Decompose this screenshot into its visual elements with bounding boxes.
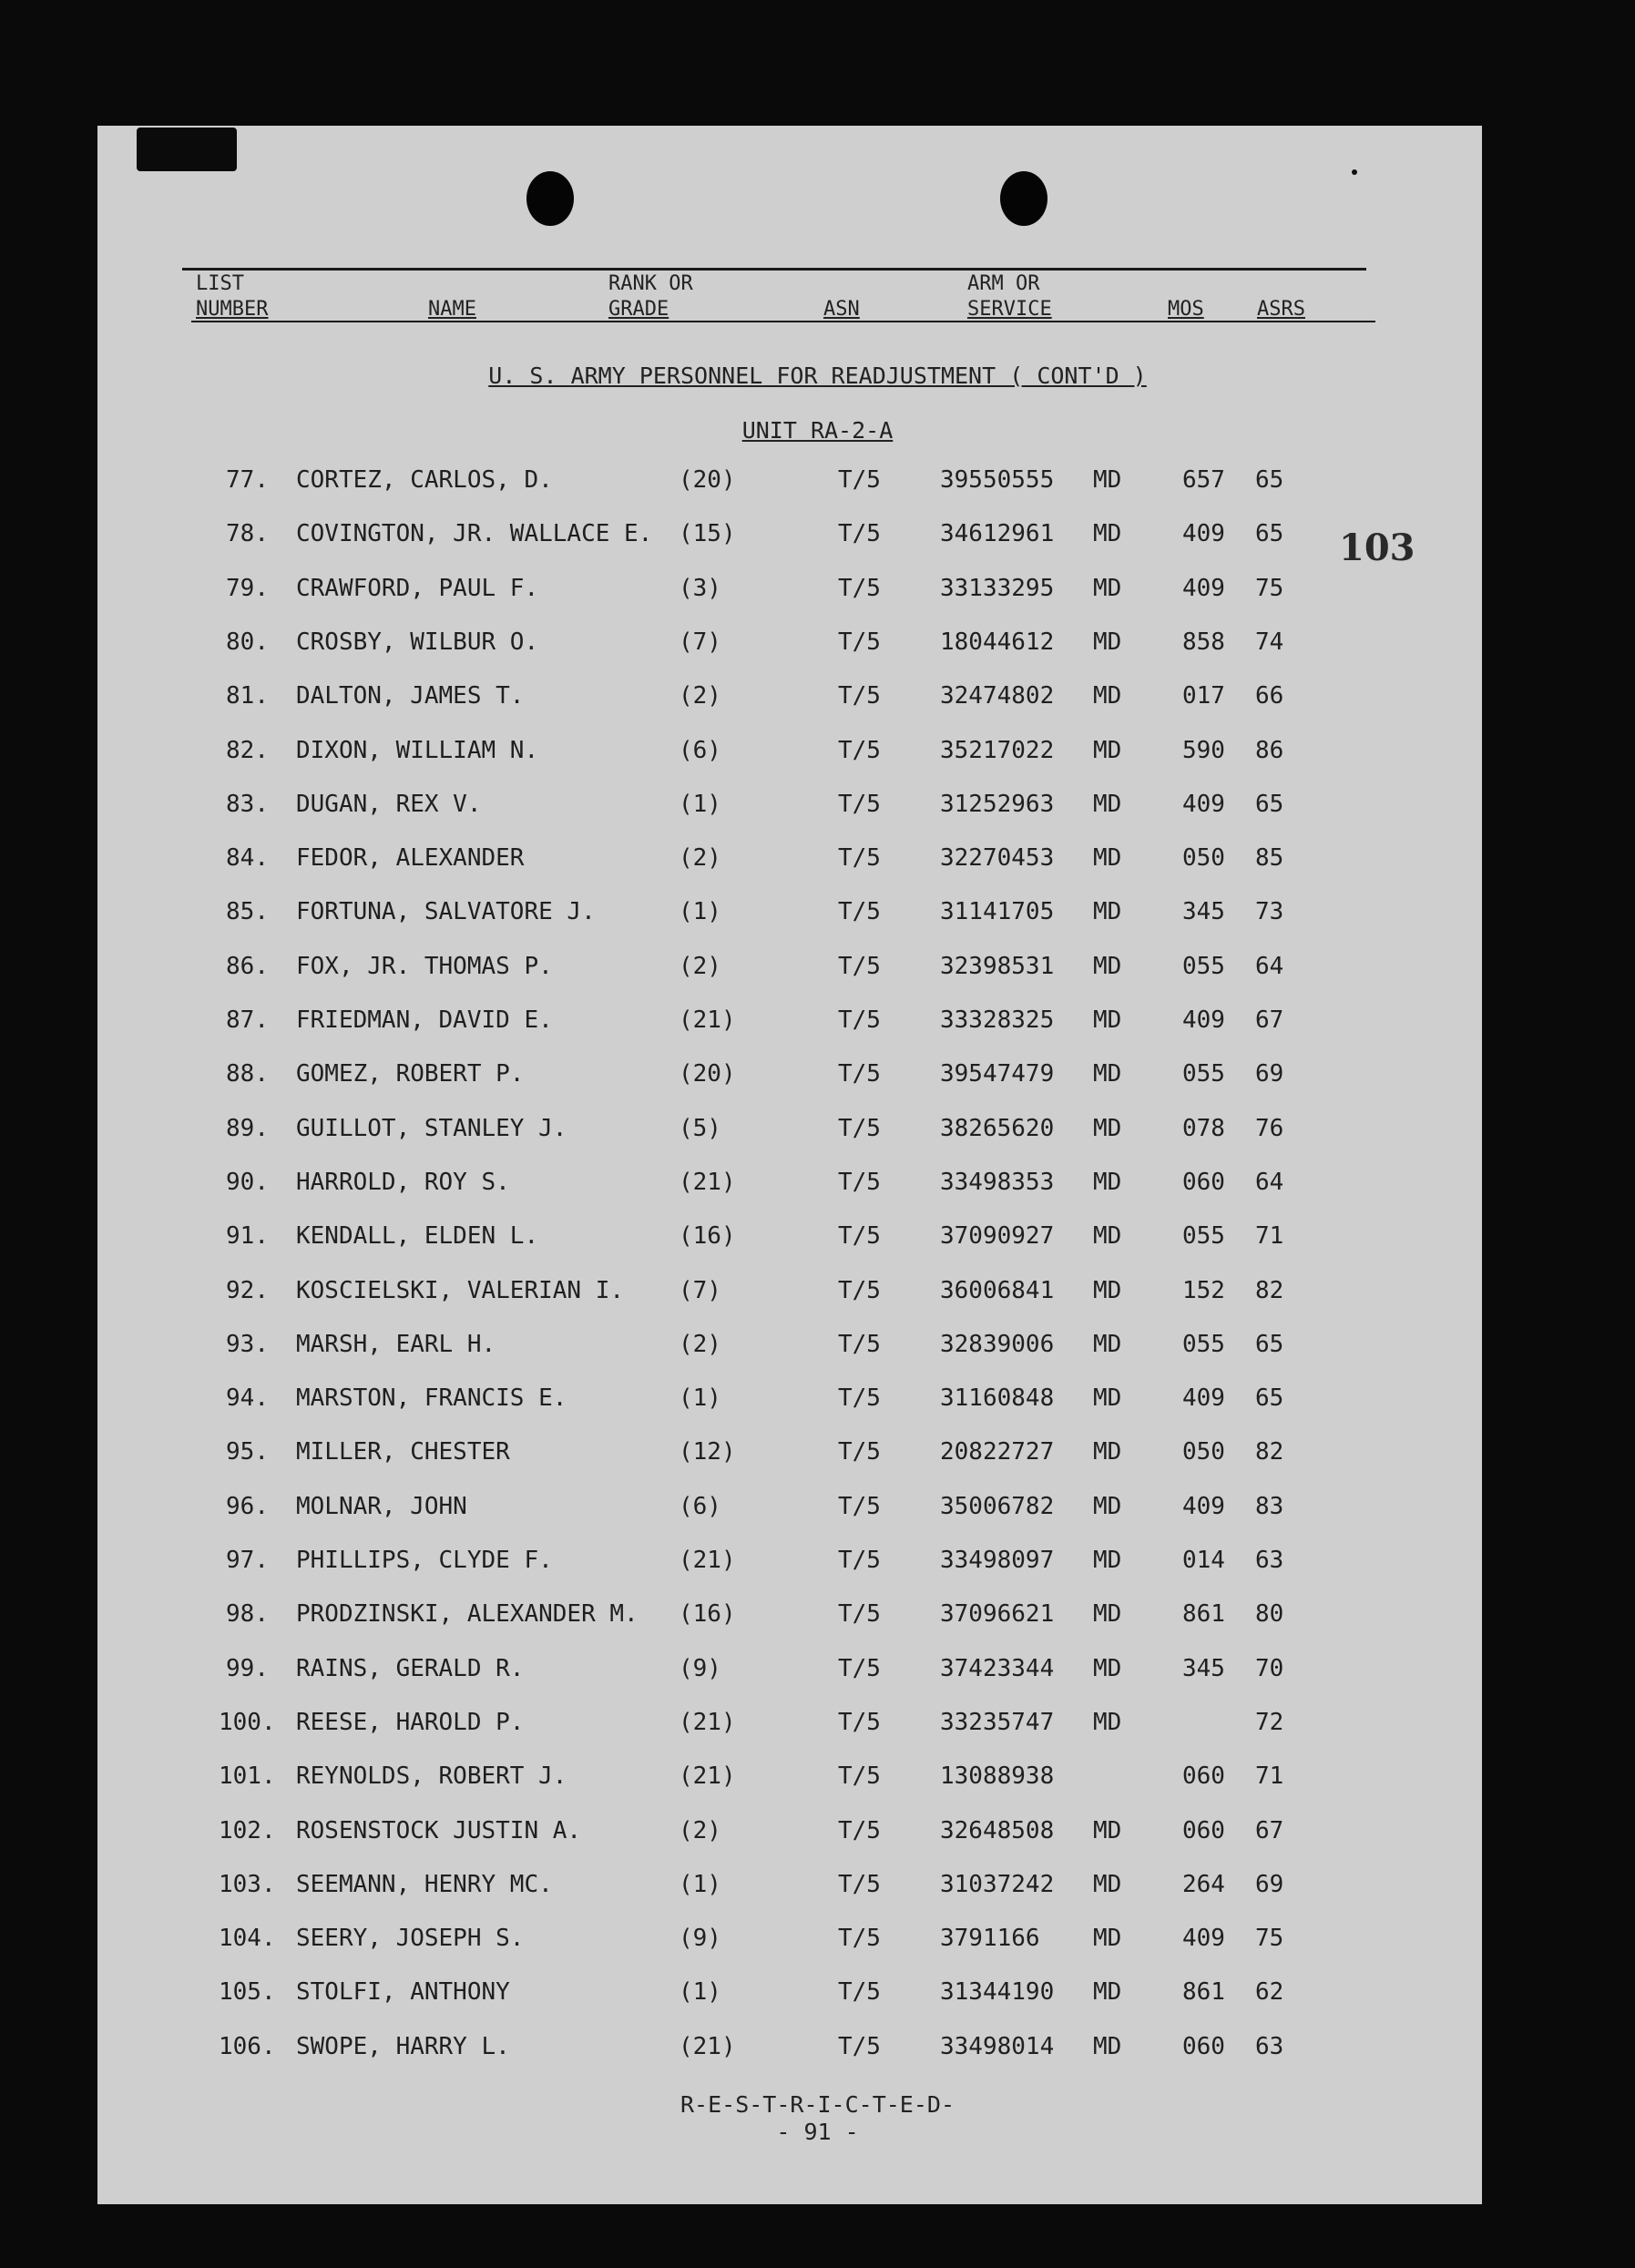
table-row	[0, 1493, 1635, 1529]
arm-service: MD	[1093, 790, 1122, 818]
list-number: 103.	[219, 1870, 276, 1898]
list-number: 91.	[226, 1222, 269, 1251]
table-row	[0, 1709, 1635, 1745]
punch-hole-right	[1000, 171, 1047, 226]
rank: T/5	[838, 1654, 881, 1682]
person-name: FRIEDMAN, DAVID E.	[296, 1006, 553, 1034]
asrs-score: 82	[1255, 1276, 1284, 1304]
asn: 32398531	[940, 952, 1055, 980]
restricted-marking: R-E-S-T-R-I-C-T-E-D-	[680, 2091, 955, 2118]
asn: 31141705	[940, 898, 1055, 926]
arm-service: MD	[1093, 1925, 1122, 1953]
rank: T/5	[838, 1438, 881, 1466]
list-number: 95.	[226, 1438, 269, 1466]
asrs-score: 74	[1255, 628, 1284, 656]
tape-mark	[137, 128, 237, 171]
mos: 409	[1182, 520, 1225, 548]
grade-code: (20)	[679, 1060, 736, 1088]
grade-code: (21)	[679, 1168, 736, 1196]
mos: 409	[1182, 574, 1225, 602]
person-name: MILLER, CHESTER	[296, 1438, 510, 1466]
asn: 31344190	[940, 1978, 1055, 2007]
mos: 861	[1182, 1978, 1225, 2007]
arm-service: MD	[1093, 952, 1122, 980]
mos: 014	[1182, 1547, 1225, 1574]
asrs-score: 71	[1255, 1762, 1284, 1791]
table-row	[0, 520, 1635, 557]
arm-service: MD	[1093, 2032, 1122, 2060]
table-row	[0, 2033, 1635, 2069]
table-row	[0, 682, 1635, 719]
asn: 35006782	[940, 1492, 1055, 1520]
arm-service: MD	[1093, 628, 1122, 656]
asn: 31160848	[940, 1384, 1055, 1413]
mos: 858	[1182, 628, 1225, 656]
list-number: 106.	[219, 2032, 276, 2060]
rank: T/5	[838, 1114, 881, 1142]
grade-code: (16)	[679, 1222, 736, 1251]
grade-code: (21)	[679, 1006, 736, 1034]
asn: 38265620	[940, 1114, 1055, 1142]
mos: 657	[1182, 466, 1225, 494]
list-number: 92.	[226, 1276, 269, 1304]
table-row	[0, 1655, 1635, 1691]
asn: 3791166	[940, 1925, 1040, 1953]
list-number: 87.	[226, 1006, 269, 1034]
arm-service: MD	[1093, 1816, 1122, 1844]
mos: 078	[1182, 1114, 1225, 1142]
list-number: 96.	[226, 1492, 269, 1520]
mos: 055	[1182, 952, 1225, 980]
arm-service: MD	[1093, 1384, 1122, 1413]
asrs-score: 62	[1255, 1978, 1284, 2007]
person-name: FORTUNA, SALVATORE J.	[296, 898, 596, 926]
person-name: CORTEZ, CARLOS, D.	[296, 466, 553, 494]
asrs-score: 73	[1255, 898, 1284, 926]
asrs-score: 65	[1255, 1384, 1284, 1413]
asn: 33498353	[940, 1168, 1055, 1196]
arm-service: MD	[1093, 1276, 1122, 1304]
rank: T/5	[838, 1600, 881, 1629]
table-row	[0, 1600, 1635, 1637]
person-name: STOLFI, ANTHONY	[296, 1978, 510, 2007]
list-number: 102.	[219, 1816, 276, 1844]
table-row	[0, 1006, 1635, 1043]
rank: T/5	[838, 1384, 881, 1413]
page-number: - 91 -	[776, 2119, 859, 2145]
asn: 34612961	[940, 520, 1055, 548]
asn: 13088938	[940, 1762, 1055, 1791]
asrs-score: 65	[1255, 790, 1284, 818]
rank: T/5	[838, 1060, 881, 1088]
grade-code: (12)	[679, 1438, 736, 1466]
table-row	[0, 737, 1635, 773]
rank: T/5	[838, 1006, 881, 1034]
arm-service: MD	[1093, 1222, 1122, 1251]
grade-code: (21)	[679, 1547, 736, 1574]
asn: 37090927	[940, 1222, 1055, 1251]
mos: 050	[1182, 1438, 1225, 1466]
mos: 060	[1182, 1816, 1225, 1844]
rank: T/5	[838, 898, 881, 926]
rank: T/5	[838, 1222, 881, 1251]
grade-code: (15)	[679, 520, 736, 548]
ink-speck	[1352, 169, 1357, 175]
person-name: MOLNAR, JOHN	[296, 1492, 467, 1520]
arm-service: MD	[1093, 574, 1122, 602]
rank: T/5	[838, 466, 881, 494]
list-number: 81.	[226, 682, 269, 710]
mos: 050	[1182, 844, 1225, 873]
header-name: NAME	[428, 298, 476, 321]
asn: 31037242	[940, 1870, 1055, 1898]
grade-code: (3)	[679, 574, 721, 602]
mos: 055	[1182, 1060, 1225, 1088]
asn: 33498014	[940, 2032, 1055, 2060]
person-name: COVINGTON, JR. WALLACE E.	[296, 520, 653, 548]
person-name: REESE, HAROLD P.	[296, 1708, 525, 1736]
grade-code: (6)	[679, 1492, 721, 1520]
grade-code: (2)	[679, 952, 721, 980]
asn: 39547479	[940, 1060, 1055, 1088]
person-name: CRAWFORD, PAUL F.	[296, 574, 539, 602]
arm-service: MD	[1093, 1708, 1122, 1736]
table-row	[0, 1978, 1635, 2015]
asn: 33235747	[940, 1708, 1055, 1736]
asn: 37096621	[940, 1600, 1055, 1629]
person-name: GUILLOT, STANLEY J.	[296, 1114, 567, 1142]
person-name: KOSCIELSKI, VALERIAN I.	[296, 1276, 625, 1304]
asn: 33498097	[940, 1547, 1055, 1574]
person-name: RAINS, GERALD R.	[296, 1654, 525, 1682]
asn: 36006841	[940, 1276, 1055, 1304]
asrs-score: 85	[1255, 844, 1284, 873]
grade-code: (2)	[679, 1330, 721, 1358]
arm-service: MD	[1093, 898, 1122, 926]
rank: T/5	[838, 628, 881, 656]
grade-code: (9)	[679, 1654, 721, 1682]
asrs-score: 64	[1255, 1168, 1284, 1196]
list-number: 78.	[226, 520, 269, 548]
mos: 409	[1182, 1925, 1225, 1953]
table-row	[0, 791, 1635, 827]
rank: T/5	[838, 952, 881, 980]
person-name: MARSH, EARL H.	[296, 1330, 496, 1358]
asn: 33133295	[940, 574, 1055, 602]
asn: 18044612	[940, 628, 1055, 656]
asn: 32648508	[940, 1816, 1055, 1844]
asrs-score: 75	[1255, 574, 1284, 602]
rank: T/5	[838, 1925, 881, 1953]
asn: 35217022	[940, 736, 1055, 764]
rank: T/5	[838, 1870, 881, 1898]
grade-code: (1)	[679, 1870, 721, 1898]
person-name: DUGAN, REX V.	[296, 790, 482, 818]
rank: T/5	[838, 1816, 881, 1844]
mos: 264	[1182, 1870, 1225, 1898]
list-number: 85.	[226, 898, 269, 926]
asn: 37423344	[940, 1654, 1055, 1682]
person-name: SEERY, JOSEPH S.	[296, 1925, 525, 1953]
rank: T/5	[838, 682, 881, 710]
mos: 152	[1182, 1276, 1225, 1304]
arm-service: MD	[1093, 844, 1122, 873]
mos: 590	[1182, 736, 1225, 764]
person-name: HARROLD, ROY S.	[296, 1168, 510, 1196]
arm-service: MD	[1093, 1060, 1122, 1088]
header-list-number: LIST NUMBER	[196, 272, 269, 321]
table-row	[0, 844, 1635, 881]
list-number: 84.	[226, 844, 269, 873]
asrs-score: 70	[1255, 1654, 1284, 1682]
asrs-score: 82	[1255, 1438, 1284, 1466]
mos: 409	[1182, 1006, 1225, 1034]
asrs-score: 63	[1255, 2032, 1284, 2060]
asn: 20822727	[940, 1438, 1055, 1466]
list-number: 83.	[226, 790, 269, 818]
asrs-score: 72	[1255, 1708, 1284, 1736]
table-row	[0, 1222, 1635, 1259]
list-number: 100.	[219, 1708, 276, 1736]
rank: T/5	[838, 2032, 881, 2060]
document-title: U. S. ARMY PERSONNEL FOR READJUSTMENT ( CONT'D )	[488, 363, 1147, 389]
grade-code: (1)	[679, 1978, 721, 2007]
table-row	[0, 1925, 1635, 1961]
person-name: DIXON, WILLIAM N.	[296, 736, 539, 764]
rank: T/5	[838, 1168, 881, 1196]
mos: 060	[1182, 1168, 1225, 1196]
arm-service: MD	[1093, 682, 1122, 710]
list-number: 79.	[226, 574, 269, 602]
arm-service: MD	[1093, 1114, 1122, 1142]
mos: 060	[1182, 2032, 1225, 2060]
grade-code: (7)	[679, 628, 721, 656]
page-stamp-number: 103	[1339, 526, 1415, 569]
asrs-score: 64	[1255, 952, 1284, 980]
asrs-score: 65	[1255, 466, 1284, 494]
grade-code: (1)	[679, 790, 721, 818]
header-rank-grade: RANK OR GRADE	[608, 272, 693, 321]
rank: T/5	[838, 1547, 881, 1574]
list-number: 99.	[226, 1654, 269, 1682]
person-name: KENDALL, ELDEN L.	[296, 1222, 539, 1251]
arm-service: MD	[1093, 1600, 1122, 1629]
unit-label: UNIT RA-2-A	[741, 417, 894, 444]
asrs-score: 76	[1255, 1114, 1284, 1142]
list-number: 89.	[226, 1114, 269, 1142]
asrs-score: 65	[1255, 1330, 1284, 1358]
rank: T/5	[838, 1978, 881, 2007]
rank: T/5	[838, 1708, 881, 1736]
arm-service: MD	[1093, 1978, 1122, 2007]
arm-service: MD	[1093, 736, 1122, 764]
asrs-score: 69	[1255, 1060, 1284, 1088]
rank: T/5	[838, 1762, 881, 1791]
person-name: GOMEZ, ROBERT P.	[296, 1060, 525, 1088]
header-mos: MOS	[1168, 298, 1204, 321]
asn: 32839006	[940, 1330, 1055, 1358]
grade-code: (1)	[679, 1384, 721, 1413]
asrs-score: 66	[1255, 682, 1284, 710]
rank: T/5	[838, 844, 881, 873]
person-name: DALTON, JAMES T.	[296, 682, 525, 710]
list-number: 98.	[226, 1600, 269, 1629]
asn: 31252963	[940, 790, 1055, 818]
person-name: FOX, JR. THOMAS P.	[296, 952, 553, 980]
arm-service: MD	[1093, 1654, 1122, 1682]
table-row	[0, 1762, 1635, 1799]
grade-code: (2)	[679, 1816, 721, 1844]
asrs-score: 75	[1255, 1925, 1284, 1953]
mos: 409	[1182, 1384, 1225, 1413]
arm-service: MD	[1093, 1870, 1122, 1898]
grade-code: (2)	[679, 682, 721, 710]
asrs-score: 63	[1255, 1547, 1284, 1574]
grade-code: (5)	[679, 1114, 721, 1142]
mos: 055	[1182, 1222, 1225, 1251]
table-row	[0, 953, 1635, 989]
header-asrs: ASRS	[1257, 298, 1305, 321]
asrs-score: 83	[1255, 1492, 1284, 1520]
table-row	[0, 1331, 1635, 1367]
list-number: 105.	[219, 1978, 276, 2007]
rank: T/5	[838, 1492, 881, 1520]
rank: T/5	[838, 1330, 881, 1358]
asrs-score: 71	[1255, 1222, 1284, 1251]
mos: 055	[1182, 1330, 1225, 1358]
mos: 345	[1182, 898, 1225, 926]
rank: T/5	[838, 1276, 881, 1304]
list-number: 80.	[226, 628, 269, 656]
mos: 409	[1182, 1492, 1225, 1520]
list-number: 86.	[226, 952, 269, 980]
table-row	[0, 628, 1635, 665]
asrs-score: 67	[1255, 1816, 1284, 1844]
table-row	[0, 1871, 1635, 1907]
rank: T/5	[838, 736, 881, 764]
arm-service: MD	[1093, 1547, 1122, 1574]
asrs-score: 65	[1255, 520, 1284, 548]
asrs-score: 69	[1255, 1870, 1284, 1898]
table-row	[0, 466, 1635, 503]
list-number: 88.	[226, 1060, 269, 1088]
asn: 39550555	[940, 466, 1055, 494]
grade-code: (6)	[679, 736, 721, 764]
asn: 32474802	[940, 682, 1055, 710]
person-name: REYNOLDS, ROBERT J.	[296, 1762, 567, 1791]
asn: 33328325	[940, 1006, 1055, 1034]
person-name: MARSTON, FRANCIS E.	[296, 1384, 567, 1413]
table-row	[0, 1169, 1635, 1205]
person-name: ROSENSTOCK JUSTIN A.	[296, 1816, 582, 1844]
arm-service: MD	[1093, 520, 1122, 548]
header-asn: ASN	[823, 298, 860, 321]
person-name: FEDOR, ALEXANDER	[296, 844, 525, 873]
list-number: 77.	[226, 466, 269, 494]
grade-code: (7)	[679, 1276, 721, 1304]
table-row	[0, 898, 1635, 935]
grade-code: (9)	[679, 1925, 721, 1953]
list-number: 90.	[226, 1168, 269, 1196]
list-number: 93.	[226, 1330, 269, 1358]
table-row	[0, 1547, 1635, 1583]
rank: T/5	[838, 790, 881, 818]
grade-code: (20)	[679, 466, 736, 494]
header-top-rule	[182, 268, 1366, 271]
arm-service: MD	[1093, 1492, 1122, 1520]
list-number: 101.	[219, 1762, 276, 1791]
grade-code: (2)	[679, 844, 721, 873]
person-name: SEEMANN, HENRY MC.	[296, 1870, 553, 1898]
header-arm-service: ARM OR SERVICE	[967, 272, 1052, 321]
grade-code: (21)	[679, 2032, 736, 2060]
arm-service: MD	[1093, 466, 1122, 494]
person-name: PHILLIPS, CLYDE F.	[296, 1547, 553, 1574]
table-row	[0, 1115, 1635, 1151]
arm-service: MD	[1093, 1006, 1122, 1034]
table-row	[0, 1438, 1635, 1475]
table-row	[0, 1817, 1635, 1854]
table-row	[0, 575, 1635, 611]
asn: 32270453	[940, 844, 1055, 873]
table-row	[0, 1060, 1635, 1097]
table-row	[0, 1277, 1635, 1313]
mos: 409	[1182, 790, 1225, 818]
arm-service: MD	[1093, 1438, 1122, 1466]
grade-code: (1)	[679, 898, 721, 926]
mos: 345	[1182, 1654, 1225, 1682]
list-number: 104.	[219, 1925, 276, 1953]
mos: 060	[1182, 1762, 1225, 1791]
rank: T/5	[838, 520, 881, 548]
person-name: CROSBY, WILBUR O.	[296, 628, 539, 656]
list-number: 97.	[226, 1547, 269, 1574]
asrs-score: 80	[1255, 1600, 1284, 1629]
grade-code: (21)	[679, 1762, 736, 1791]
grade-code: (16)	[679, 1600, 736, 1629]
punch-hole-left	[526, 171, 574, 226]
mos: 861	[1182, 1600, 1225, 1629]
arm-service: MD	[1093, 1330, 1122, 1358]
list-number: 82.	[226, 736, 269, 764]
rank: T/5	[838, 574, 881, 602]
arm-service: MD	[1093, 1168, 1122, 1196]
mos: 017	[1182, 682, 1225, 710]
person-name: SWOPE, HARRY L.	[296, 2032, 510, 2060]
asrs-score: 67	[1255, 1006, 1284, 1034]
person-name: PRODZINSKI, ALEXANDER M.	[296, 1600, 639, 1629]
table-row	[0, 1384, 1635, 1421]
grade-code: (21)	[679, 1708, 736, 1736]
list-number: 94.	[226, 1384, 269, 1413]
asrs-score: 86	[1255, 736, 1284, 764]
